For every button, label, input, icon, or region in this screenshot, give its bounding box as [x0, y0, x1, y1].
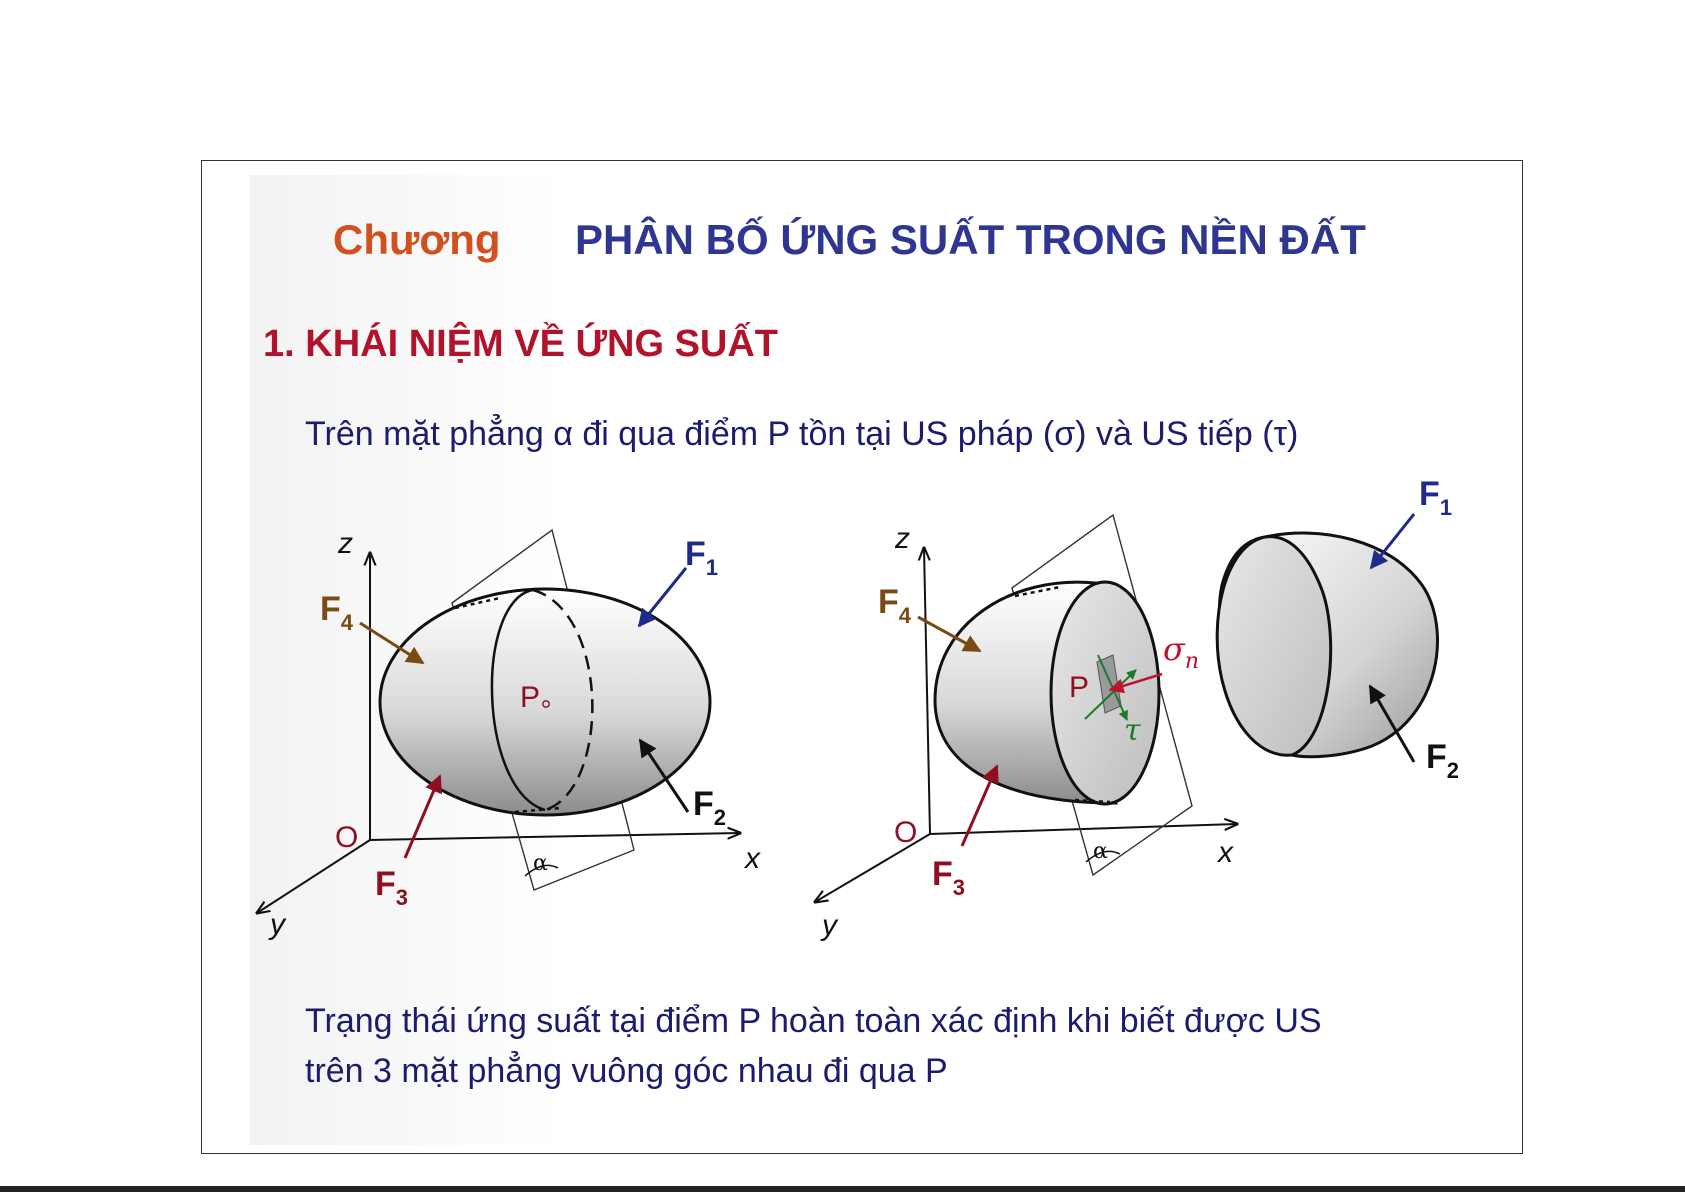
left-f1-label: [685, 535, 718, 580]
left-x-axis: [370, 833, 740, 840]
right-sigma-symbol: σ: [1163, 630, 1185, 668]
right-alpha-label: α: [1093, 839, 1108, 864]
left-f2-label: [693, 785, 726, 830]
cap-f2-sub: 2: [1446, 758, 1460, 783]
right-f3-sub: 3: [952, 875, 966, 900]
conclusion-line-2: trên 3 mặt phẳng vuông góc nhau đi qua P: [305, 1052, 948, 1090]
right-sigma-label: [1163, 630, 1199, 674]
left-f4-label: [320, 590, 354, 635]
intro-text: Trên mặt phẳng α đi qua điểm P tồn tại US pháp (σ) và US tiếp (τ): [305, 415, 1299, 453]
chapter-label: Chương: [333, 216, 501, 263]
left-egg-body: [380, 589, 710, 815]
right-point-label: P: [1069, 671, 1090, 704]
right-sigma-sub: n: [1184, 649, 1200, 674]
bottom-strip: [0, 1186, 1685, 1192]
right-f3-label: [932, 855, 965, 900]
left-f3-label: [375, 865, 408, 910]
cap-f1-sub: 1: [1439, 495, 1453, 520]
cap-f2-label: [1426, 738, 1459, 783]
conclusion-line-1: Trạng thái ứng suất tại điểm P hoàn toàn xác định khi biết được US: [305, 1002, 1322, 1040]
left-f3-letter: F: [375, 865, 396, 903]
left-f3-arrow: [405, 776, 440, 858]
left-f4-letter: F: [320, 590, 341, 628]
right-x-axis: [930, 824, 1237, 834]
left-f1-arrow: [639, 568, 686, 626]
right-z-label: z: [895, 522, 910, 555]
left-origin-label: O: [335, 821, 359, 854]
right-figure: [815, 515, 1237, 942]
section-heading: 1. KHÁI NIỆM VỀ ỨNG SUẤT: [263, 323, 779, 365]
left-y-label: y: [270, 908, 285, 941]
right-f4-letter: F: [878, 583, 899, 621]
left-f2-sub: 2: [713, 805, 727, 830]
left-x-label: x: [745, 842, 760, 875]
left-figure: [257, 527, 761, 941]
left-f1-sub: 1: [705, 555, 719, 580]
right-origin-label: O: [894, 816, 918, 849]
right-f3-arrow: [962, 766, 997, 846]
left-alpha-label: α: [533, 851, 548, 876]
left-f1-letter: F: [685, 535, 706, 573]
right-x-label: x: [1218, 836, 1233, 869]
right-tau-label: τ: [1124, 713, 1141, 748]
left-f3-sub: 3: [395, 885, 409, 910]
cap-f1-label: [1419, 475, 1452, 520]
left-f4-sub: 4: [340, 610, 354, 635]
cap-rim: [1217, 537, 1331, 756]
right-z-axis: [924, 548, 930, 834]
cap-f1-letter: F: [1419, 475, 1440, 513]
right-f4-label: [878, 583, 912, 628]
left-point-label: P: [520, 681, 541, 714]
right-f3-letter: F: [932, 855, 953, 893]
left-f2-letter: F: [693, 785, 714, 823]
right-y-label: y: [822, 909, 837, 942]
left-z-label: z: [338, 527, 353, 560]
right-f4-sub: 4: [898, 603, 912, 628]
chapter-title: PHÂN BỐ ỨNG SUẤT TRONG NỀN ĐẤT: [575, 216, 1366, 263]
cap-f2-letter: F: [1426, 738, 1447, 776]
separated-cap: [1217, 475, 1459, 783]
